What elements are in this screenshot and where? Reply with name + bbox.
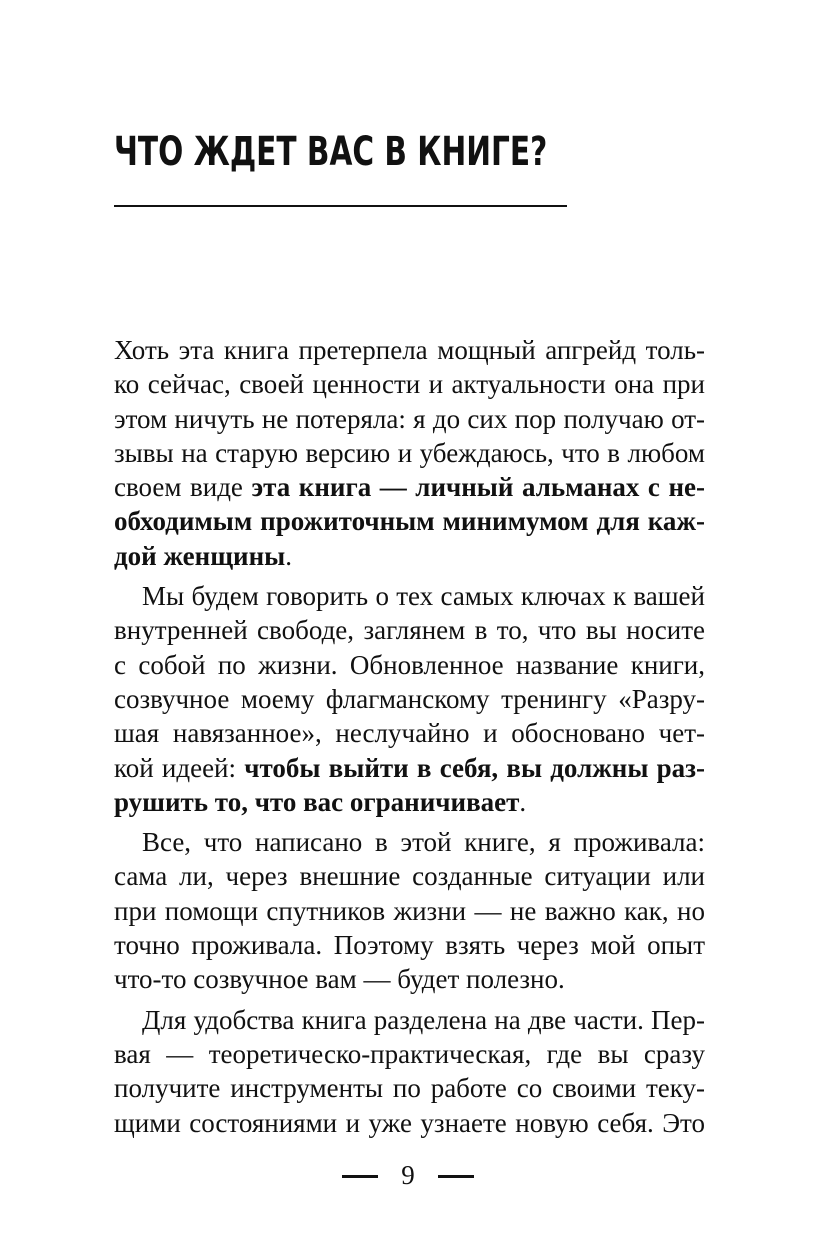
paragraph-1: [114, 333, 705, 573]
page-footer: [0, 1160, 815, 1190]
footer-dash-left: [342, 1175, 378, 1178]
text-fragment: своем виде: [114, 472, 252, 503]
paragraph-3: [114, 825, 705, 996]
footer-dash-right: [438, 1175, 474, 1178]
body-text: [114, 333, 705, 1146]
text-line: сама ли, через внешние созданные ситуации или: [114, 861, 705, 892]
text-line: Хоть эта книга претерпела мощный апгрейд толь-: [114, 335, 705, 365]
text-line: этом ничуть не потеряла: я до сих пор получаю от-: [114, 403, 705, 434]
text-line: [114, 470, 705, 504]
text-fragment: .: [519, 786, 527, 817]
text-fragment: .: [285, 540, 292, 571]
bold-text: дой женщины: [114, 540, 286, 571]
bold-text: рушить то, что вас ограничивает: [114, 786, 520, 817]
text-line: с собой по жизни. Обновленное название книги,: [114, 649, 705, 680]
paragraph-4: [114, 1003, 705, 1140]
bold-text: эта книга — личный альманах с не-: [251, 472, 705, 503]
text-line: при помощи спутников жизни — не важно как, но: [114, 895, 705, 926]
chapter-title: ЧТО ЖДЕТ ВАС В КНИГЕ?: [114, 129, 548, 175]
text-line: [114, 751, 705, 785]
text-fragment: кой идеей:: [114, 752, 245, 783]
text-line: Мы будем говорить о тех самых ключах к вашей: [142, 581, 705, 612]
text-line: получите инструменты по работе со своими теку-: [114, 1073, 705, 1104]
paragraph-2: [114, 579, 705, 819]
title-underline: [114, 205, 567, 207]
text-line: шая навязанное», неслучайно и обосновано чет-: [114, 718, 705, 749]
text-line: Все, что написано в этой книге, я проживала:: [142, 827, 705, 858]
text-line: вая — теоретическо-практическая, где вы сразу: [114, 1038, 705, 1069]
text-line: что-то созвучное вам — будет полезно.: [114, 964, 565, 995]
page-number: 9: [401, 1160, 415, 1190]
text-line: зывы на старую версию и убеждаюсь, что в любом: [114, 437, 705, 468]
bold-text: чтобы выйти в себя, вы должны раз-: [244, 752, 705, 783]
text-line: созвучное моему флагманскому тренингу «Разру-: [114, 683, 705, 714]
text-line: ко сейчас, своей ценности и актуальности она при: [114, 369, 705, 400]
text-line: Для удобства книга разделена на две части. Пер-: [142, 1004, 705, 1035]
text-line: щими состояниями и уже узнаете новую себя. Это: [114, 1107, 705, 1138]
text-line: внутренней свободе, заглянем в то, что вы носите: [114, 615, 705, 646]
bold-text-line: обходимым прожиточным минимумом для каж-: [114, 506, 705, 537]
text-line: точно проживала. Поэтому взять через мой опыт: [114, 930, 705, 961]
text-line: [114, 539, 705, 573]
text-line: [114, 785, 705, 819]
